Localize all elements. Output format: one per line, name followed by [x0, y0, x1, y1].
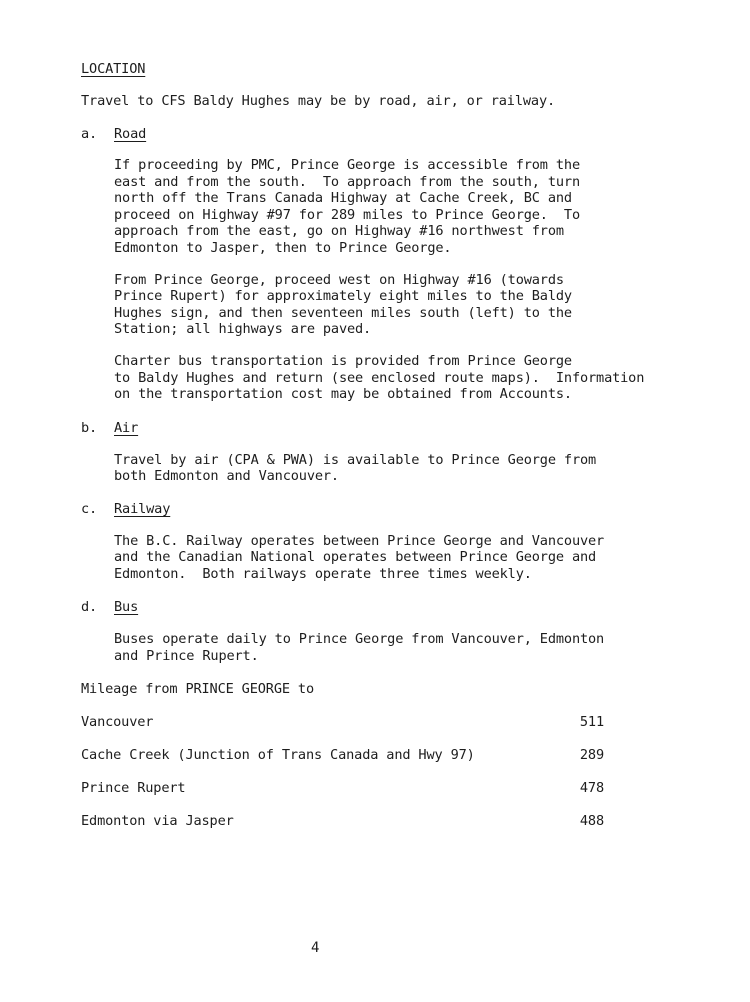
road-p3-line: to Baldy Hughes and return (see enclosed route maps). Information — [114, 370, 645, 386]
bus-letter: d. — [81, 599, 98, 615]
mileage-miles: 488 — [579, 813, 604, 829]
road-title: Road — [114, 126, 147, 142]
mileage-place: Edmonton via Jasper — [81, 813, 234, 829]
section-heading: LOCATION — [81, 61, 146, 77]
intro-text: Travel to CFS Baldy Hughes may be by road, air, or railway. — [81, 93, 556, 109]
mileage-miles: 289 — [579, 747, 604, 763]
road-p1-line: If proceeding by PMC, Prince George is accessible from the — [114, 157, 580, 173]
mileage-place: Cache Creek (Junction of Trans Canada and Hwy 97) — [81, 747, 475, 763]
railway-p1-line: and the Canadian National operates between Prince George and — [114, 549, 597, 565]
bus-p1-line: and Prince Rupert. — [114, 648, 259, 664]
page-number: 4 — [311, 940, 320, 956]
road-p2-line: From Prince George, proceed west on Highway #16 (towards — [114, 272, 564, 288]
mileage-miles: 478 — [579, 780, 604, 796]
mileage-title: Mileage from PRINCE GEORGE to — [81, 681, 314, 697]
air-p1-line: both Edmonton and Vancouver. — [114, 468, 339, 484]
railway-p1-line: Edmonton. Both railways operate three times weekly. — [114, 566, 532, 582]
bus-title: Bus — [114, 599, 139, 615]
road-letter: a. — [81, 126, 98, 142]
air-title: Air — [114, 420, 139, 436]
road-p1-line: Edmonton to Jasper, then to Prince George. — [114, 240, 452, 256]
railway-p1-line: The B.C. Railway operates between Prince George and Vancouver — [114, 533, 605, 549]
road-p1-line: north off the Trans Canada Highway at Cache Creek, BC and — [114, 190, 572, 206]
railway-title: Railway — [114, 501, 171, 517]
bus-p1-line: Buses operate daily to Prince George from Vancouver, Edmonton — [114, 631, 605, 647]
mileage-place: Prince Rupert — [81, 780, 186, 796]
road-p3-line: Charter bus transportation is provided from Prince George — [114, 353, 572, 369]
road-p2-line: Hughes sign, and then seventeen miles south (left) to the — [114, 305, 572, 321]
mileage-miles: 511 — [579, 714, 604, 730]
air-p1-line: Travel by air (CPA & PWA) is available to Prince George from — [114, 452, 597, 468]
road-p2-line: Prince Rupert) for approximately eight miles to the Baldy — [114, 288, 572, 304]
road-p1-line: proceed on Highway #97 for 289 miles to Prince George. To — [114, 207, 580, 223]
road-p1-line: approach from the east, go on Highway #16 northwest from — [114, 223, 564, 239]
road-p1-line: east and from the south. To approach from the south, turn — [114, 174, 580, 190]
air-letter: b. — [81, 420, 98, 436]
road-p3-line: on the transportation cost may be obtained from Accounts. — [114, 386, 572, 402]
mileage-place: Vancouver — [81, 714, 154, 730]
railway-letter: c. — [81, 501, 98, 517]
road-p2-line: Station; all highways are paved. — [114, 321, 372, 337]
